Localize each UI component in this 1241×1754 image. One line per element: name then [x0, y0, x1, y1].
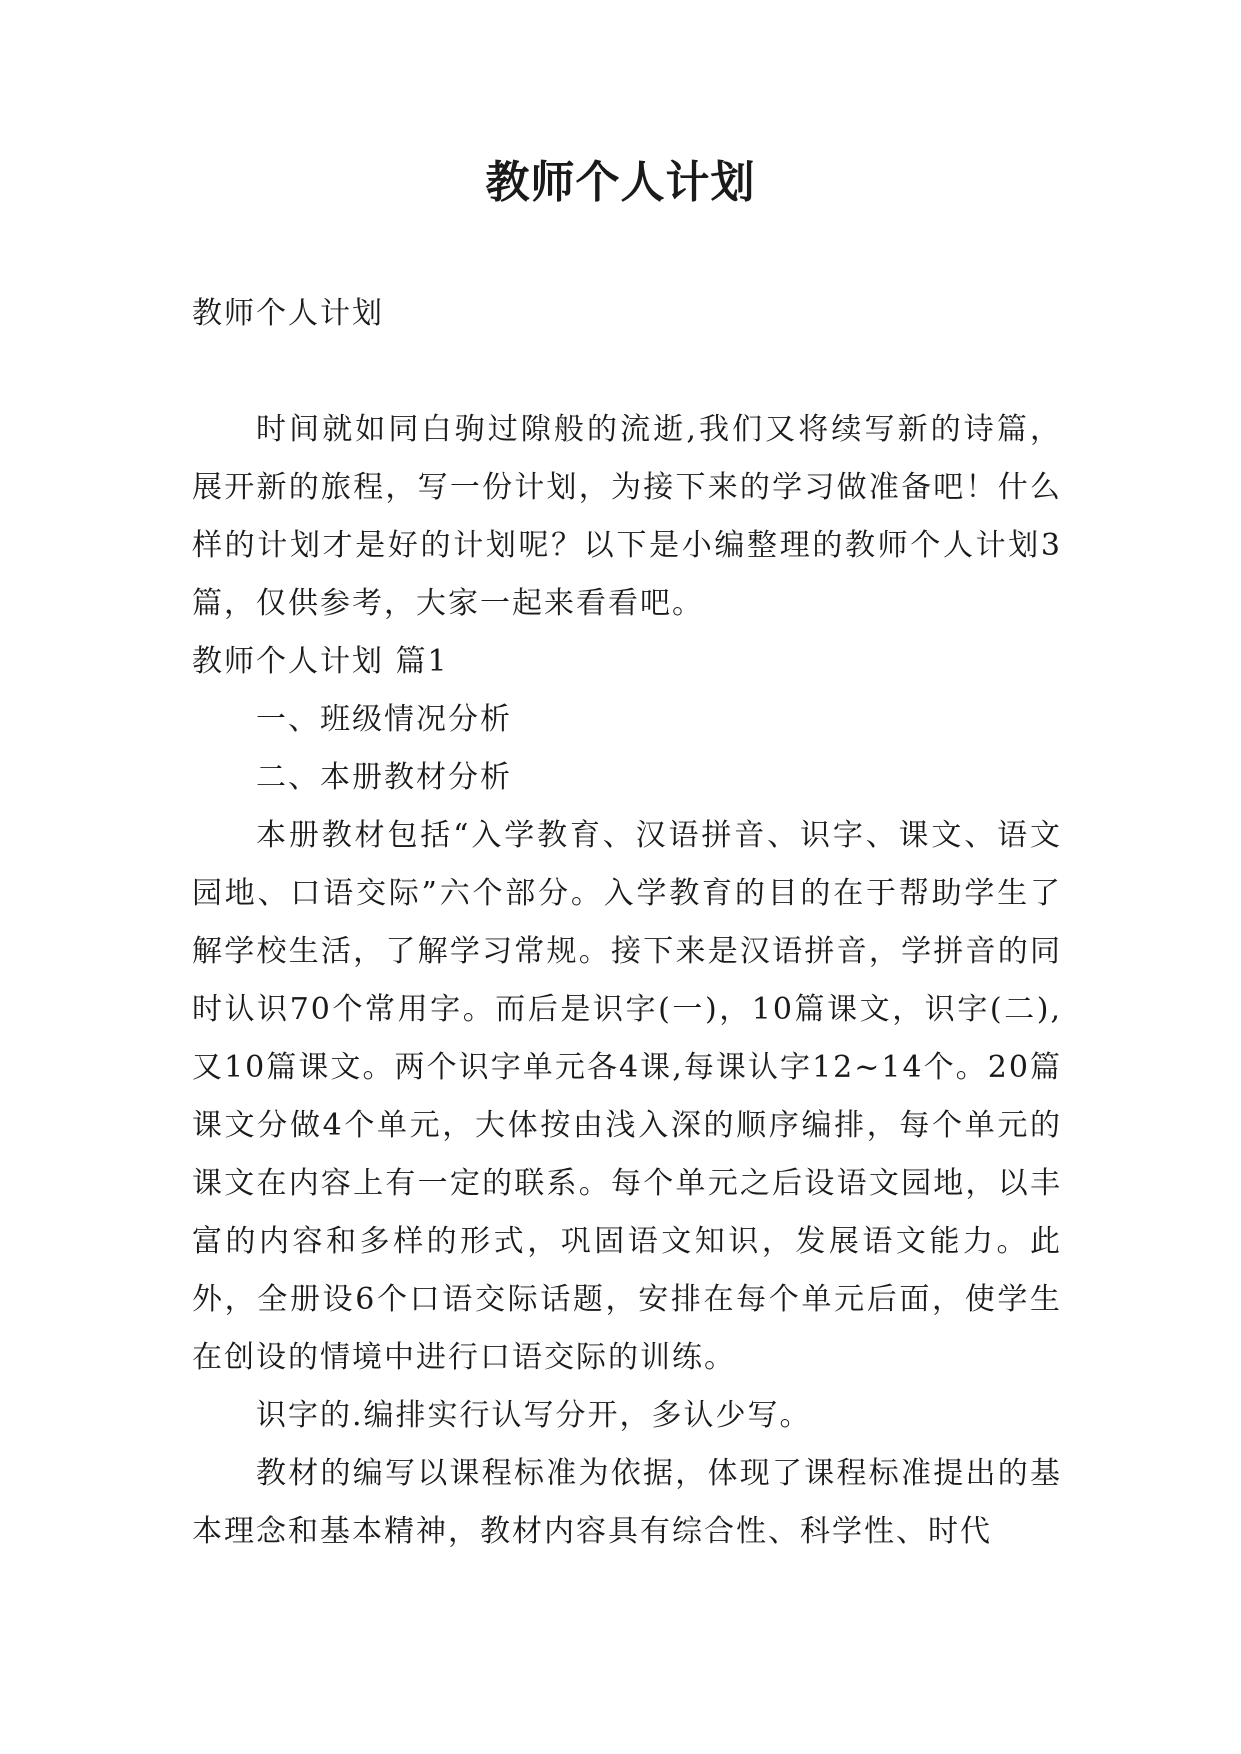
paragraph: 教师个人计划 篇1 — [192, 644, 449, 679]
paragraph: 本册教材包括“入学教育、汉语拼音、识字、课文、语文园地、口语交际”六个部分。入学教育的目的在于帮助学生了解学校生活，了解学习常规。接下来是汉语拼音，学拼音的同时认识70个常用字。而后是识字(一)，10篇课文，识字(二),又10篇课文。两个识字单元各4课,每课认字12~14个。20篇课文分做4个单元，大体按由浅入深的顺序编排，每个单元的课文在内容上有一定的联系。每个单元之后设语文园地，以丰富的内容和多样的形式，巩固语文知识，发展语文能力。此外，全册设6个口语交际话题，安排在每个单元后面，使学生在创设的情境中进行口语交际的训练。 — [192, 818, 1062, 1375]
paragraph: 识字的.编排实行认写分开，多认少写。 — [256, 1398, 812, 1433]
paragraph: 教材的编写以课程标准为依据，体现了课程标准提出的基本理念和基本精神，教材内容具有综合性、科学性、时代 — [192, 1456, 1062, 1549]
paragraph: 一、班级情况分析 — [256, 702, 512, 737]
document-subtitle: 教师个人计划 — [192, 296, 384, 331]
paragraph: 二、本册教材分析 — [256, 760, 512, 795]
paragraph: 时间就如同白驹过隙般的流逝,我们又将续写新的诗篇，展开新的旅程，写一份计划，为接下来的学习做准备吧！什么样的计划才是好的计划呢？以下是小编整理的教师个人计划3篇，仅供参考，大家一起来看看吧。 — [192, 412, 1062, 621]
document-body — [192, 285, 1062, 1561]
document-title: 教师个人计划 — [485, 157, 756, 208]
